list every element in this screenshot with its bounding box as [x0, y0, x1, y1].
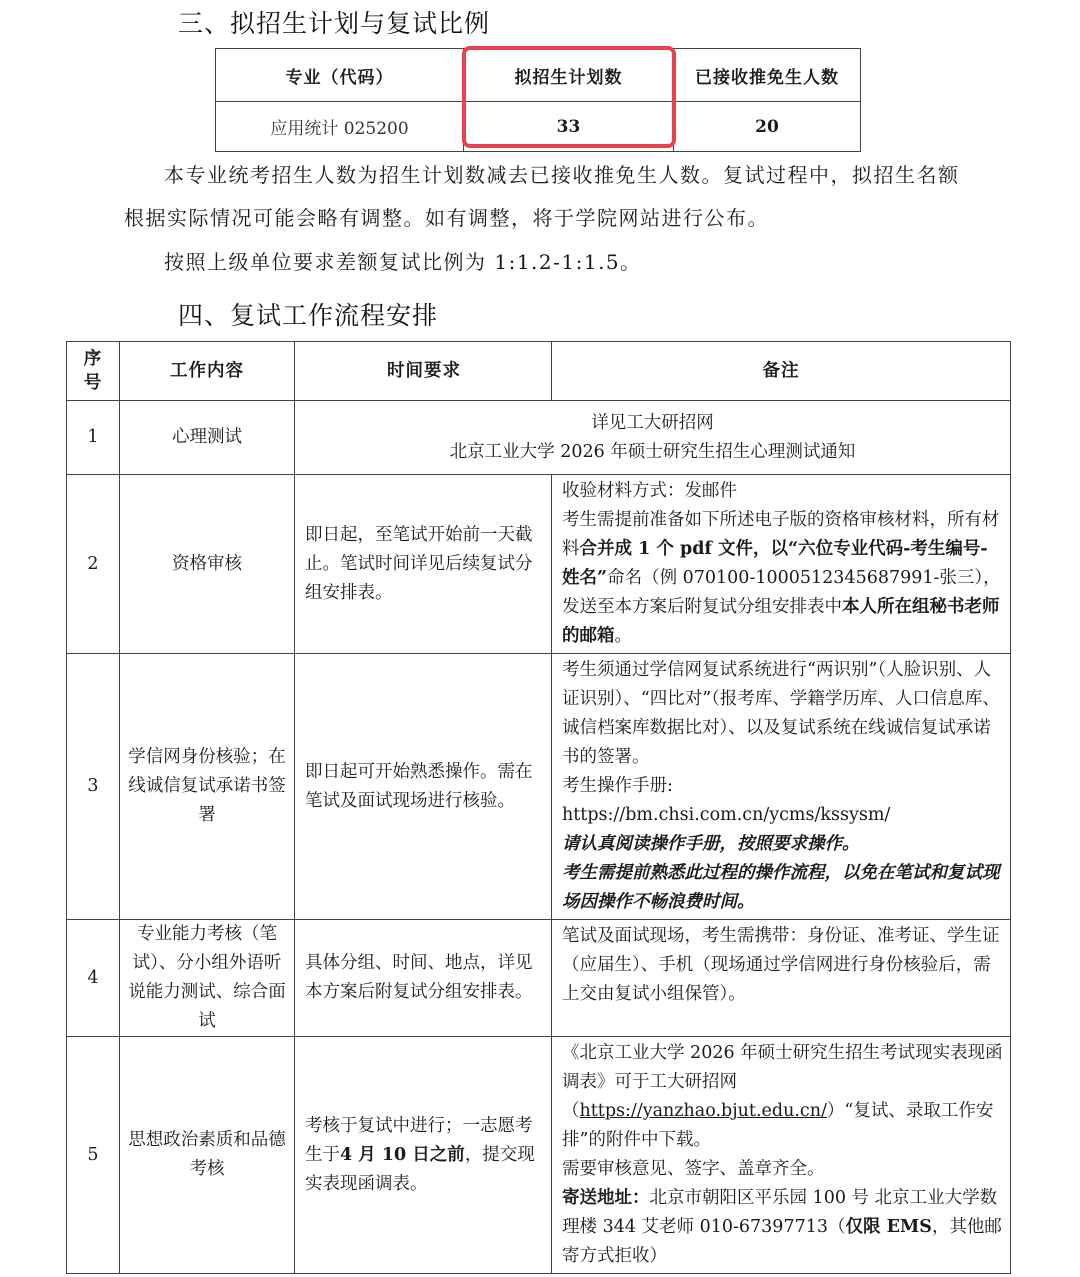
row-no: 3 [67, 654, 120, 920]
header-no: 序号 [67, 342, 120, 401]
row-no: 2 [67, 475, 120, 654]
row-time: 考核于复试中进行；一志愿考生于4 月 10 日之前，提交现实表现函调表。 [295, 1037, 552, 1274]
row-no: 1 [67, 401, 120, 475]
cell-major: 应用统计 025200 [216, 102, 464, 152]
header-exempt-count: 已接收推免生人数 [674, 49, 861, 102]
row-task: 学信网身份核验；在线诚信复试承诺书签署 [120, 654, 295, 920]
operation-manual-link[interactable]: https://bm.chsi.com.cn/ycms/kssysm/ [562, 805, 891, 825]
header-time: 时间要求 [295, 342, 552, 401]
row-note: 《北京工业大学 2026 年硕士研究生招生考试现实表现函调表》可于工大研招网（https://yanzhao.bjut.edu.cn/）“复试、录取工作安排”的附件中下载。 需要审核意见、签字、盖章齐全。 寄送地址：北京市朝阳区平乐园 100 号 北京工业大学数理楼 344 艾老师 010-67397713（仅限 EMS，其他邮寄方式拒收） [552, 1037, 1011, 1274]
row-task: 专业能力考核（笔试）、分小组外语听说能力测试、综合面试 [120, 920, 295, 1037]
row-time: 即日起，至笔试开始前一天截止。笔试时间详见后续复试分组安排表。 [295, 475, 552, 654]
table-row [67, 475, 1011, 654]
highlight-box [462, 46, 676, 148]
table-row [67, 1037, 1011, 1274]
row-note: 收验材料方式：发邮件 考生需提前准备如下所述电子版的资格审核材料，所有材料合并成 1 个 pdf 文件，以“六位专业代码-考生编号-姓名”命名（例 070100-1000512345687991-张三），发送至本方案后附复试分组安排表中本人所在组秘书老师的邮箱。 [552, 475, 1011, 654]
row-merged-note: 详见工大研招网 北京工业大学 2026 年硕士研究生招生心理测试通知 [295, 401, 1011, 475]
row-task: 资格审核 [120, 475, 295, 654]
cell-plan-count: 33 [464, 102, 674, 152]
table-row [67, 654, 1011, 920]
row-note: 笔试及面试现场，考生需携带：身份证、准考证、学生证（应届生）、手机（现场通过学信网进行身份核验后，需上交由复试小组保管）。 [552, 920, 1011, 1037]
row-task: 思想政治素质和品德考核 [120, 1037, 295, 1274]
header-plan-count: 拟招生计划数 [464, 49, 674, 102]
row-time: 具体分组、时间、地点，详见本方案后附复试分组安排表。 [295, 920, 552, 1037]
cell-exempt-count: 20 [674, 102, 861, 152]
row-no: 5 [67, 1037, 120, 1274]
row-time: 即日起可开始熟悉操作。需在笔试及面试现场进行核验。 [295, 654, 552, 920]
header-note: 备注 [552, 342, 1011, 401]
yanzhao-website-link[interactable]: https://yanzhao.bjut.edu.cn/ [579, 1101, 827, 1121]
paragraph-ratio: 按照上级单位要求差额复试比例为 1:1.2-1:1.5。 [164, 250, 642, 274]
table-row [67, 920, 1011, 1037]
section-3-title: 三、拟招生计划与复试比例 [178, 9, 491, 38]
row-note: 考生须通过学信网复试系统进行“两识别”（人脸识别、人证识别）、“四比对”（报考库、学籍学历库、人口信息库、诚信档案库数据比对）、以及复试系统在线诚信复试承诺书的签署。 考生操作手册: https://bm.chsi.com.cn/ycms/kssysm/ 请认真阅读操作手册，按照要求操作。 考生需提前熟悉此过程的操作流程，以免在笔试和复试现场因操作不畅浪费时间。 [552, 654, 1011, 920]
section-4-title: 四、复试工作流程安排 [178, 301, 439, 330]
retest-process-table [66, 341, 1011, 1274]
paragraph-enrollment-note: 本专业统考招生人数为招生计划数减去已接收推免生人数。复试过程中，拟招生名额根据实际情况可能会略有调整。如有调整，将于学院网站进行公布。 [124, 163, 960, 230]
table-row [67, 401, 1011, 475]
row-task: 心理测试 [120, 401, 295, 475]
table-header-row [67, 342, 1011, 401]
header-major-code: 专业（代码） [216, 49, 464, 102]
header-task: 工作内容 [120, 342, 295, 401]
row-no: 4 [67, 920, 120, 1037]
